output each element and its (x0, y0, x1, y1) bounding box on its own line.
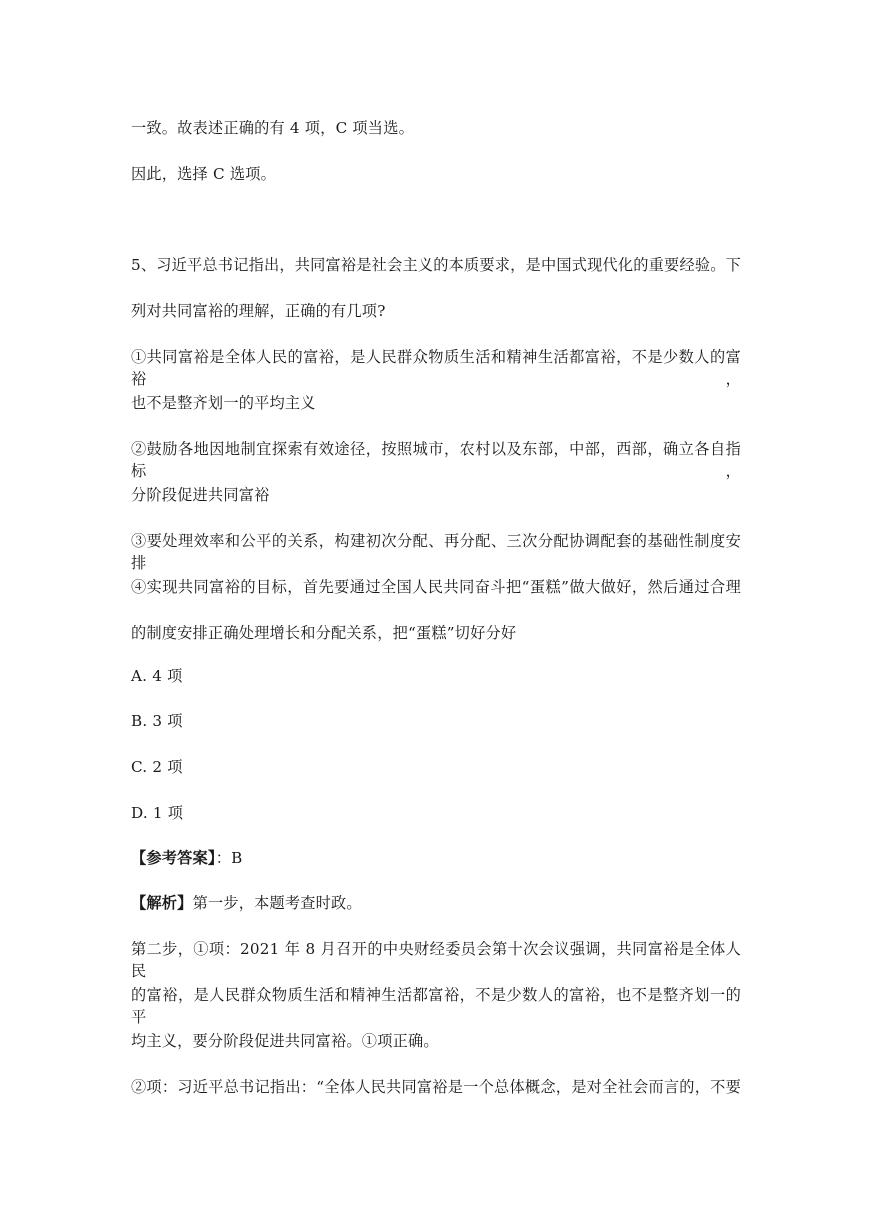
option-c: C. 2 项 (131, 758, 183, 776)
statement-4-line-1: ④实现共同富裕的目标，首先要通过全国人民共同奋斗把“蛋糕”做大做好，然后通过合理 (131, 578, 741, 596)
question-stem-line-2: 列对共同富裕的理解，正确的有几项? (131, 302, 386, 320)
analysis-label: 【解析】 (131, 894, 193, 912)
analysis-step-2-line-2: 的富裕，是人民群众物质生活和精神生活都富裕，不是少数人的富裕，也不是整齐划一的平 (131, 986, 741, 1026)
statement-2-line-2: 分阶段促进共同富裕 (131, 486, 270, 504)
statement-2-line-1: ②鼓励各地因地制宜探索有效途径，按照城市，农村以及东部，中部，西部，确立各自指标， (131, 440, 741, 480)
prev-solution-line: 一致。故表述正确的有 4 项，C 项当选。 (131, 119, 414, 137)
reference-answer (131, 847, 741, 869)
reference-answer-value: ：B (215, 849, 243, 867)
analysis-step-2-line-1: 第二步，①项：2021 年 8 月召开的中央财经委员会第十次会议强调，共同富裕是全体人民 (131, 940, 741, 980)
option-d: D. 1 项 (131, 804, 184, 822)
question-stem-line-1: 5、习近平总书记指出，共同富裕是社会主义的本质要求，是中国式现代化的重要经验。下 (131, 256, 741, 274)
option-a: A. 4 项 (131, 667, 183, 685)
statement-1-line-1: ①共同富裕是全体人民的富裕，是人民群众物质生活和精神生活都富裕，不是少数人的富裕， (131, 348, 741, 388)
prev-solution-conclusion: 因此，选择 C 选项。 (131, 165, 276, 183)
statement-4-line-2: 的制度安排正确处理增长和分配关系，把“蛋糕”切好分好 (131, 624, 517, 642)
statement-1-line-2: 也不是整齐划一的平均主义 (131, 394, 316, 412)
analysis-step-2-line-3: 均主义，要分阶段促进共同富裕。①项正确。 (131, 1032, 439, 1050)
statement-3-line-1: ③要处理效率和公平的关系，构建初次分配、再分配、三次分配协调配套的基础性制度安排 (131, 532, 741, 572)
analysis-step-1-text: 第一步，本题考查时政。 (192, 894, 362, 912)
analysis-step-1 (131, 892, 741, 914)
analysis-step-2-line-4: ②项：习近平总书记指出：“全体人民共同富裕是一个总体概念，是对全社会而言的，不要 (131, 1078, 741, 1096)
reference-answer-label: 【参考答案】 (131, 849, 216, 867)
option-b: B. 3 项 (131, 712, 183, 730)
